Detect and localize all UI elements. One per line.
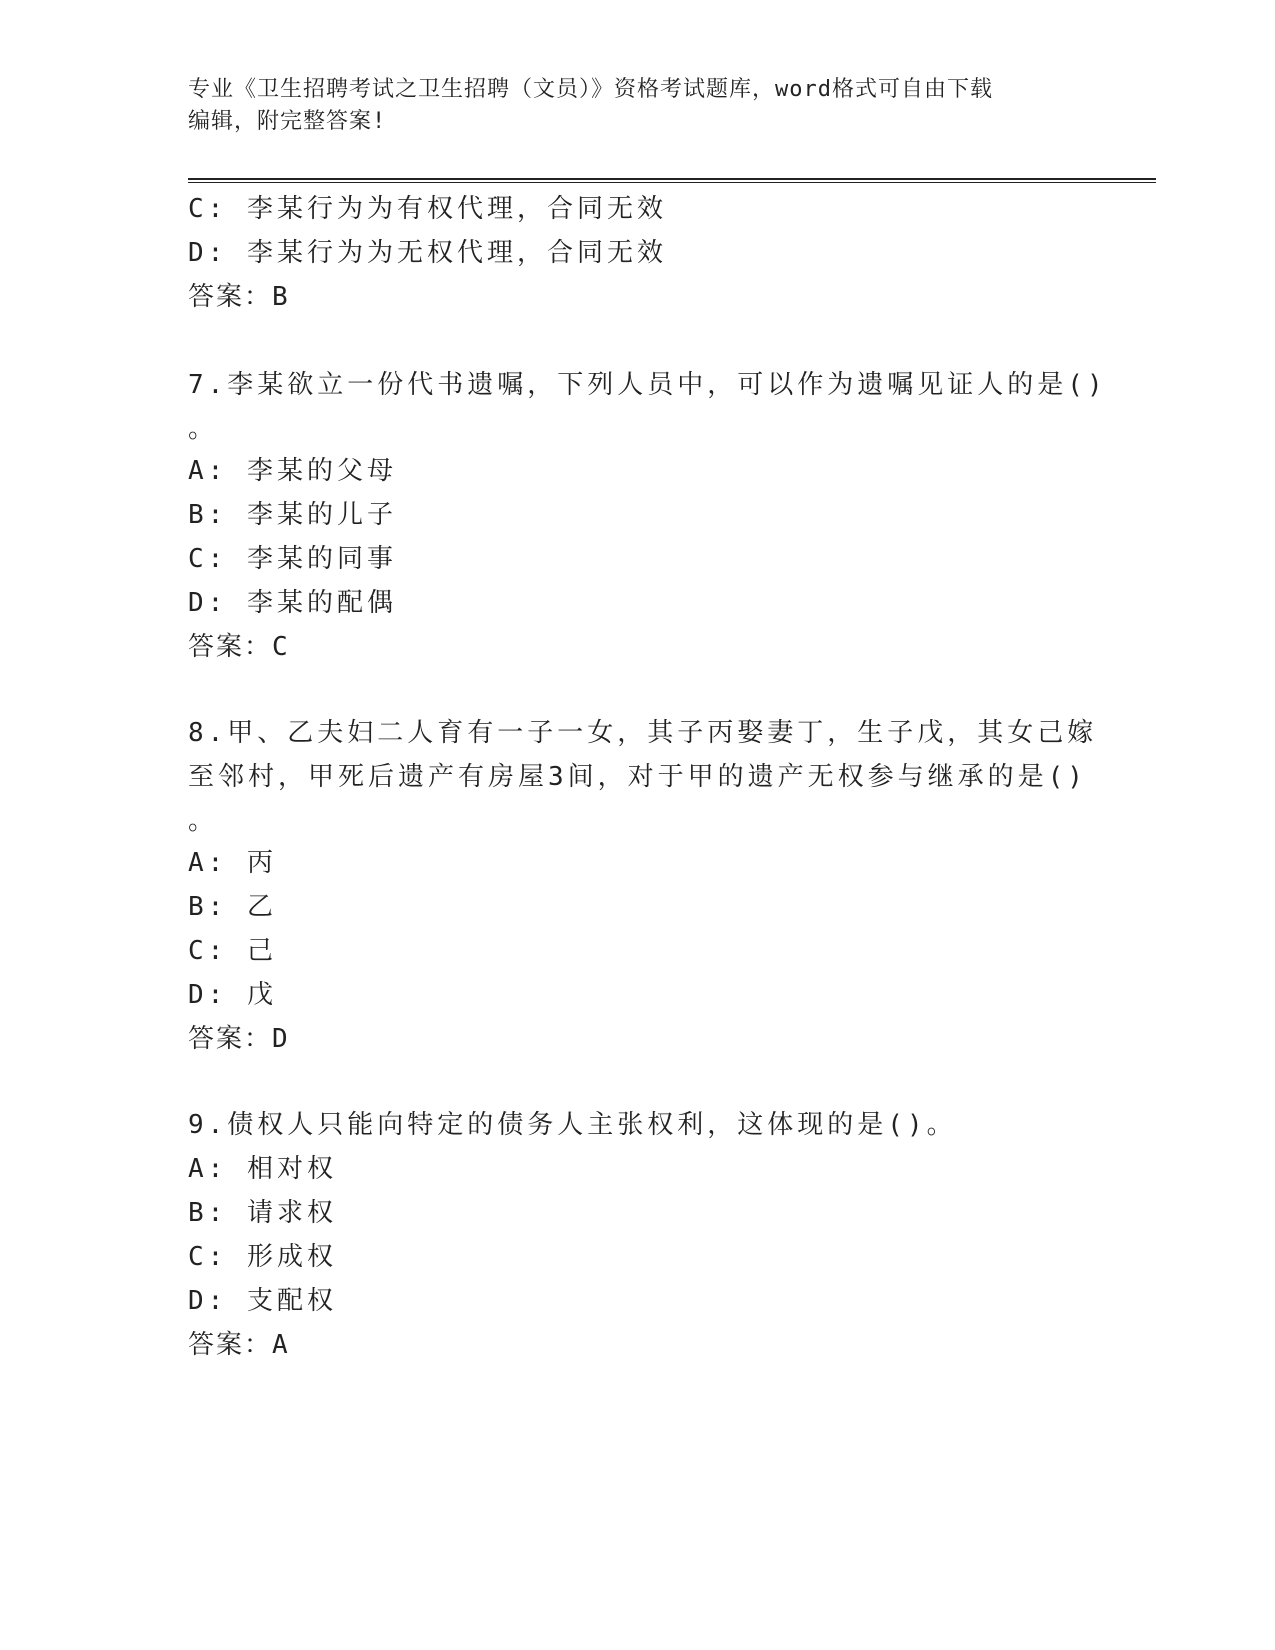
q9-answer-label: 答案： (188, 1330, 273, 1360)
q7-answer (188, 630, 289, 664)
q8-answer (188, 1022, 289, 1056)
q8-option-a: A: 丙 (188, 848, 277, 878)
document-header (188, 74, 1068, 138)
q7-option-b: B: 李某的儿子 (188, 500, 397, 530)
q9-option-c: C: 形成权 (188, 1242, 337, 1272)
q8-question-line-1: 8.甲、乙夫妇二人育有一子一女，其子丙娶妻丁，生子戊，其女己嫁 (188, 718, 1098, 748)
q6-option-d: D: 李某行为为无权代理，合同无效 (188, 238, 667, 268)
q9-answer (188, 1328, 289, 1362)
q6-answer (188, 280, 289, 314)
q8-question-line-2: 至邻村，甲死后遗产有房屋3间，对于甲的遗产无权参与继承的是() (188, 762, 1087, 792)
q8-option-d: D: 戊 (188, 980, 277, 1010)
q6-option-c: C: 李某行为为有权代理，合同无效 (188, 194, 667, 224)
q7-answer-value: C (272, 632, 289, 662)
q7-option-d: D: 李某的配偶 (188, 588, 397, 618)
q9-option-a: A: 相对权 (188, 1154, 337, 1184)
q8-option-c: C: 己 (188, 936, 277, 966)
q8-question-line-3: 。 (188, 806, 219, 836)
header-line-1: 专业《卫生招聘考试之卫生招聘（文员）》资格考试题库，word格式可自由下载 (188, 77, 993, 102)
q6-answer-label: 答案： (188, 282, 273, 312)
q6-answer-value: B (272, 282, 289, 312)
q8-option-b: B: 乙 (188, 892, 277, 922)
header-line-2: 编辑，附完整答案! (188, 109, 387, 134)
q9-option-d: D: 支配权 (188, 1286, 337, 1316)
q9-option-b: B: 请求权 (188, 1198, 337, 1228)
q9-question-line-1: 9.债权人只能向特定的债务人主张权利，这体现的是()。 (188, 1110, 957, 1140)
header-divider (188, 178, 1156, 183)
q8-answer-value: D (272, 1024, 289, 1054)
q8-answer-label: 答案： (188, 1024, 273, 1054)
q9-answer-value: A (272, 1330, 289, 1360)
q7-answer-label: 答案： (188, 632, 273, 662)
q7-question-line-1: 7.李某欲立一份代书遗嘱，下列人员中，可以作为遗嘱见证人的是() (188, 370, 1107, 400)
q7-option-a: A: 李某的父母 (188, 456, 397, 486)
q7-option-c: C: 李某的同事 (188, 544, 397, 574)
q7-question-line-2: 。 (188, 414, 219, 444)
